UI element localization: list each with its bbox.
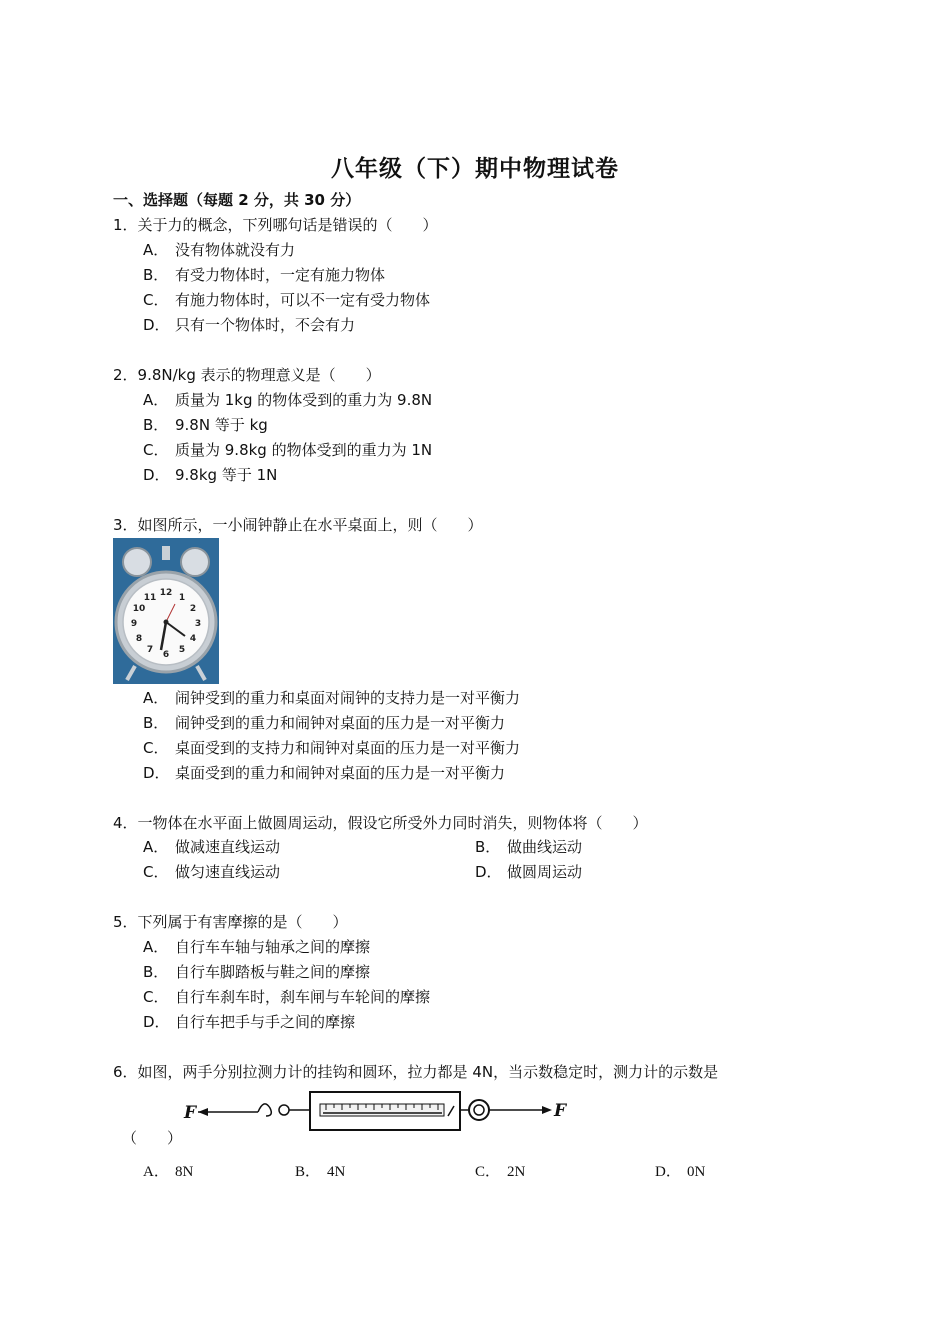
option-label: D． [143,1013,170,1031]
option-label: D． [655,1164,681,1180]
clock-number-2: 2 [189,604,197,614]
question-1-option-d[interactable] [143,315,355,335]
question-4-stem: 4．一物体在水平面上做圆周运动，假设它所受外力同时消失，则物体将（ ） [113,814,648,832]
option-label: B． [295,1164,321,1180]
option-label: A． [143,1164,169,1180]
force-label-left: F [184,1103,197,1123]
option-text: 做圆周运动 [507,863,583,881]
option-text: 没有物体就没有力 [175,241,296,259]
question-6-stem-continued: （ ） [122,1129,183,1147]
clock-number-10: 10 [132,604,146,614]
clock-number-8: 8 [135,634,143,644]
option-label: A． [143,938,169,956]
question-6-option-a[interactable] [143,1162,193,1182]
question-3-option-a[interactable] [143,688,520,708]
question-6-option-c[interactable] [475,1162,525,1182]
option-text: 闹钟受到的重力和桌面对闹钟的支持力是一对平衡力 [175,689,521,707]
force-label-right: F [554,1101,567,1121]
option-text: 9.8kg 等于 1N [175,466,278,484]
alarm-clock-figure [113,538,219,684]
option-label: B． [143,963,169,981]
option-text: 做减速直线运动 [175,838,281,856]
option-label: C． [143,988,169,1006]
spring-scale-figure [180,1086,580,1136]
clock-number-3: 3 [194,619,202,629]
option-text: 9.8N 等于 kg [175,416,268,434]
question-4-option-a[interactable] [143,837,280,857]
question-1-option-c[interactable] [143,290,430,310]
question-1-option-b[interactable] [143,265,385,285]
option-text: 自行车把手与手之间的摩擦 [175,1013,356,1031]
question-3-option-b[interactable] [143,713,505,733]
option-label: B． [143,714,169,732]
clock-number-11: 11 [143,593,157,603]
question-5-option-a[interactable] [143,937,370,957]
question-6-option-d[interactable] [655,1162,705,1182]
option-text: 8N [175,1164,194,1180]
clock-number-1: 1 [178,593,186,603]
question-1-stem: 1．关于力的概念，下列哪句话是错误的（ ） [113,216,438,234]
option-text: 自行车刹车时，刹车闸与车轮间的摩擦 [175,988,431,1006]
option-label: A． [143,689,169,707]
question-5-stem: 5．下列属于有害摩擦的是（ ） [113,913,348,931]
question-2-option-d[interactable] [143,465,277,485]
question-2-option-b[interactable] [143,415,268,435]
question-4-option-c[interactable] [143,862,280,882]
option-text: 自行车车轴与轴承之间的摩擦 [175,938,371,956]
option-label: C． [143,441,169,459]
clock-number-5: 5 [178,645,186,655]
option-text: 有受力物体时，一定有施力物体 [175,266,386,284]
clock-number-7: 7 [146,645,154,655]
page-title: 八年级（下）期中物理试卷 [331,156,619,182]
option-label: D． [475,863,502,881]
question-6-stem: 6．如图，两手分别拉测力计的挂钩和圆环，拉力都是 4N，当示数稳定时，测力计的示数是 [113,1063,719,1081]
question-4-option-d[interactable] [475,862,582,882]
option-label: C． [143,291,169,309]
option-label: C． [143,863,169,881]
option-label: A． [143,838,169,856]
option-label: A． [143,241,169,259]
question-2-option-a[interactable] [143,390,432,410]
option-label: B． [143,416,169,434]
spring-scale-icon [180,1086,580,1136]
option-label: D． [143,466,170,484]
option-text: 0N [687,1164,706,1180]
question-5-option-b[interactable] [143,962,370,982]
option-text: 2N [507,1164,526,1180]
option-text: 桌面受到的重力和闹钟对桌面的压力是一对平衡力 [175,764,506,782]
clock-number-12: 12 [159,588,173,598]
section-heading: 一、选择题（每题 2 分，共 30 分） [113,191,361,209]
option-text: 做曲线运动 [507,838,583,856]
option-text: 闹钟受到的重力和闹钟对桌面的压力是一对平衡力 [175,714,506,732]
clock-number-6: 6 [162,650,170,660]
clock-number-4: 4 [189,634,197,644]
option-label: B． [143,266,169,284]
clock-number-9: 9 [130,619,138,629]
question-1-option-a[interactable] [143,240,295,260]
option-label: B． [475,838,501,856]
option-text: 自行车脚踏板与鞋之间的摩擦 [175,963,371,981]
question-3-stem: 3．如图所示，一小闹钟静止在水平桌面上，则（ ） [113,516,483,534]
option-text: 只有一个物体时，不会有力 [175,316,356,334]
alarm-clock-icon [113,538,219,684]
question-4-option-b[interactable] [475,837,582,857]
question-5-option-d[interactable] [143,1012,355,1032]
option-text: 质量为 9.8kg 的物体受到的重力为 1N [175,441,433,459]
option-text: 4N [327,1164,346,1180]
question-3-option-d[interactable] [143,763,505,783]
question-3-option-c[interactable] [143,738,520,758]
option-text: 质量为 1kg 的物体受到的重力为 9.8N [175,391,433,409]
option-label: A． [143,391,169,409]
option-text: 有施力物体时，可以不一定有受力物体 [175,291,431,309]
option-label: C． [475,1164,501,1180]
question-6-option-b[interactable] [295,1162,345,1182]
option-label: D． [143,316,170,334]
question-2-stem: 2．9.8N/kg 表示的物理意义是（ ） [113,366,381,384]
option-text: 桌面受到的支持力和闹钟对桌面的压力是一对平衡力 [175,739,521,757]
question-2-option-c[interactable] [143,440,432,460]
option-label: C． [143,739,169,757]
question-5-option-c[interactable] [143,987,430,1007]
option-text: 做匀速直线运动 [175,863,281,881]
option-label: D． [143,764,170,782]
